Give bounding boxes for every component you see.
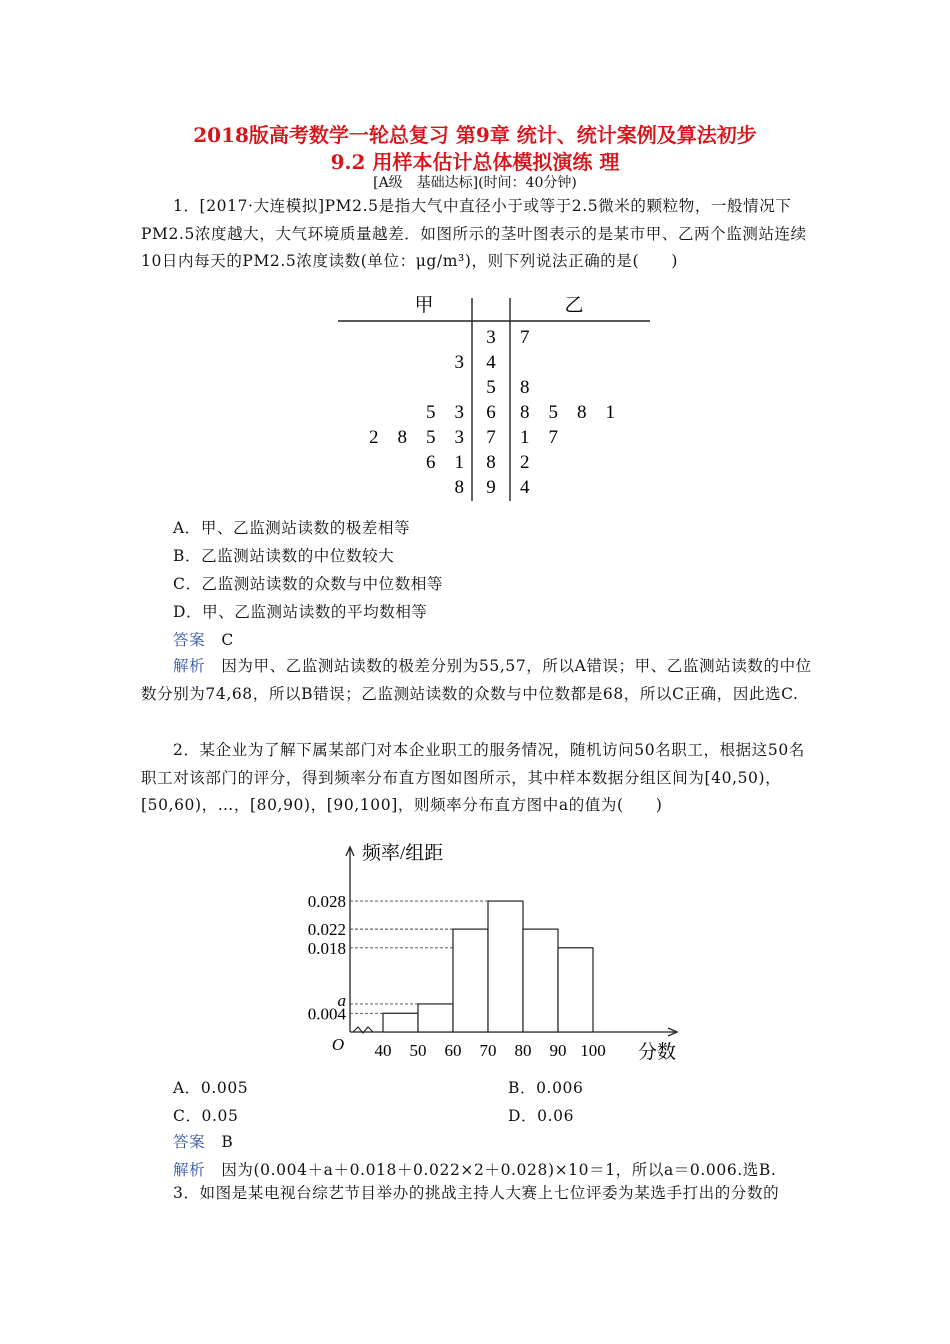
q1-option-b: B．乙监测站读数的中位数较大 (173, 547, 395, 565)
row-right-leaves: 7 (520, 327, 530, 348)
y-tick-label: 0.022 (307, 920, 346, 940)
x-tick-label: 60 (444, 1041, 462, 1060)
row-stem: 6 (486, 402, 496, 423)
histogram-svg (290, 825, 690, 1070)
row-right-leaves: 2 (520, 452, 530, 473)
title-line-1: 2018版高考数学一轮总复习 第9章 统计、统计案例及算法初步 (193, 123, 757, 147)
row-right-leaves: 8 5 8 1 (520, 402, 616, 423)
stem-leaf-row (426, 402, 615, 423)
histogram-bar (453, 929, 488, 1032)
q2-stem: 2．某企业为了解下属某部门对本企业职工的服务情况，随机访问50名职工，根据这50名职工对该部门的评分，得到频率分布直方图如图所示，其中样本数据分组区间为[40,50)，[50,60)，…，[80,90)，[90,100]，则频率分布直方图中a的值为( ) (141, 741, 805, 814)
q2-option-d: D．0.06 (508, 1107, 575, 1125)
analysis-text: 因为(0.004＋a＋0.018＋0.022×2＋0.028)×10＝1，所以a＝0.006.选B. (221, 1161, 777, 1179)
q2-analysis (173, 1159, 776, 1181)
row-stem: 7 (486, 427, 496, 448)
x-tick-label: 50 (409, 1041, 427, 1060)
q1-stem: 1．[2017·大连模拟]PM2.5是指大气中直径小于或等于2.5微米的颗粒物，一般情况下PM2.5浓度越大，大气环境质量越差．如图所示的茎叶图表示的是某市甲、乙两个监测站连续10日内每天的PM2.5浓度读数(单位：μg/m³)，则下列说法正确的是( ) (141, 197, 807, 270)
row-stem: 8 (486, 452, 496, 473)
x-tick-label: 90 (549, 1041, 567, 1060)
q2-answer (173, 1131, 233, 1153)
analysis-label: 解析 (173, 657, 206, 675)
stem-leaf-row (426, 452, 530, 473)
histogram-bar (383, 1013, 418, 1032)
row-stem: 9 (486, 477, 496, 498)
q2-option-a: A．0.005 (173, 1079, 249, 1097)
stem-leaf-left-header: 甲 (414, 295, 434, 316)
stem-leaf-row (369, 427, 558, 448)
row-left-leaves: 5 3 (425, 402, 464, 423)
section-subtitle: [A级 基础达标](时间：40分钟) (373, 175, 577, 191)
answer-label: 答案 (173, 1133, 206, 1151)
histogram-figure (290, 825, 690, 1070)
stem-leaf-row (455, 477, 531, 498)
stem-leaf-row (486, 327, 529, 348)
analysis-text: 因为甲、乙监测站读数的极差分别为55,57，所以A错误；甲、乙监测站读数的中位数分别为74,68，所以B错误；乙监测站读数的众数与中位数都是68，所以C正确，因此选C. (141, 657, 812, 703)
histogram-bar (418, 1004, 453, 1032)
x-tick-label: 80 (514, 1041, 532, 1060)
histogram-bar (523, 929, 558, 1032)
q3-stem: 3．如图是某电视台综艺节目举办的挑战主持人大赛上七位评委为某选手打出的分数的 (173, 1184, 780, 1202)
row-right-leaves: 4 (520, 477, 530, 498)
x-tick-label: 70 (479, 1041, 497, 1060)
q2-option-c: C．0.05 (173, 1107, 239, 1125)
answer-value: B (221, 1133, 234, 1151)
q1-option-a: A．甲、乙监测站读数的极差相等 (173, 519, 411, 537)
stem-leaf-row (486, 377, 529, 398)
answer-value: C (221, 631, 234, 649)
row-left-leaves: 6 1 (425, 452, 464, 473)
stem-leaf-svg (320, 280, 665, 510)
x-tick-label: 40 (374, 1041, 392, 1060)
stem-leaf-figure (320, 280, 665, 510)
title-line-2: 9.2 用样本估计总体模拟演练 理 (330, 150, 620, 174)
x-tick-label: 100 (580, 1041, 606, 1060)
analysis-label: 解析 (173, 1161, 206, 1179)
q1-option-d: D．甲、乙监测站读数的平均数相等 (173, 603, 428, 621)
x-axis-title: 分数 (637, 1042, 677, 1063)
y-tick-label: a (337, 990, 346, 1010)
row-stem: 3 (486, 327, 496, 348)
row-stem: 4 (486, 352, 496, 373)
row-right-leaves: 8 (520, 377, 530, 398)
q1-answer (173, 629, 234, 651)
histogram-bar (558, 948, 593, 1032)
row-right-leaves: 1 7 (520, 427, 559, 448)
y-tick-label: 0.028 (307, 892, 346, 912)
row-left-leaves: 8 (454, 477, 464, 498)
y-axis-title: 频率/组距 (362, 843, 444, 864)
row-stem: 5 (486, 377, 496, 398)
answer-label: 答案 (173, 631, 206, 649)
row-left-leaves: 2 8 5 3 (368, 427, 464, 448)
q1-option-c: C．乙监测站读数的众数与中位数相等 (173, 575, 444, 593)
row-left-leaves: 3 (454, 352, 464, 373)
q1-analysis (141, 653, 813, 708)
histogram-bar (488, 901, 523, 1032)
y-tick-label: 0.018 (307, 938, 346, 958)
y-tick-label: 0.004 (307, 1004, 346, 1024)
stem-leaf-row (455, 352, 497, 373)
q2-option-b: B．0.006 (508, 1079, 584, 1097)
origin-label: O (331, 1035, 345, 1054)
stem-leaf-right-header: 乙 (564, 295, 584, 316)
